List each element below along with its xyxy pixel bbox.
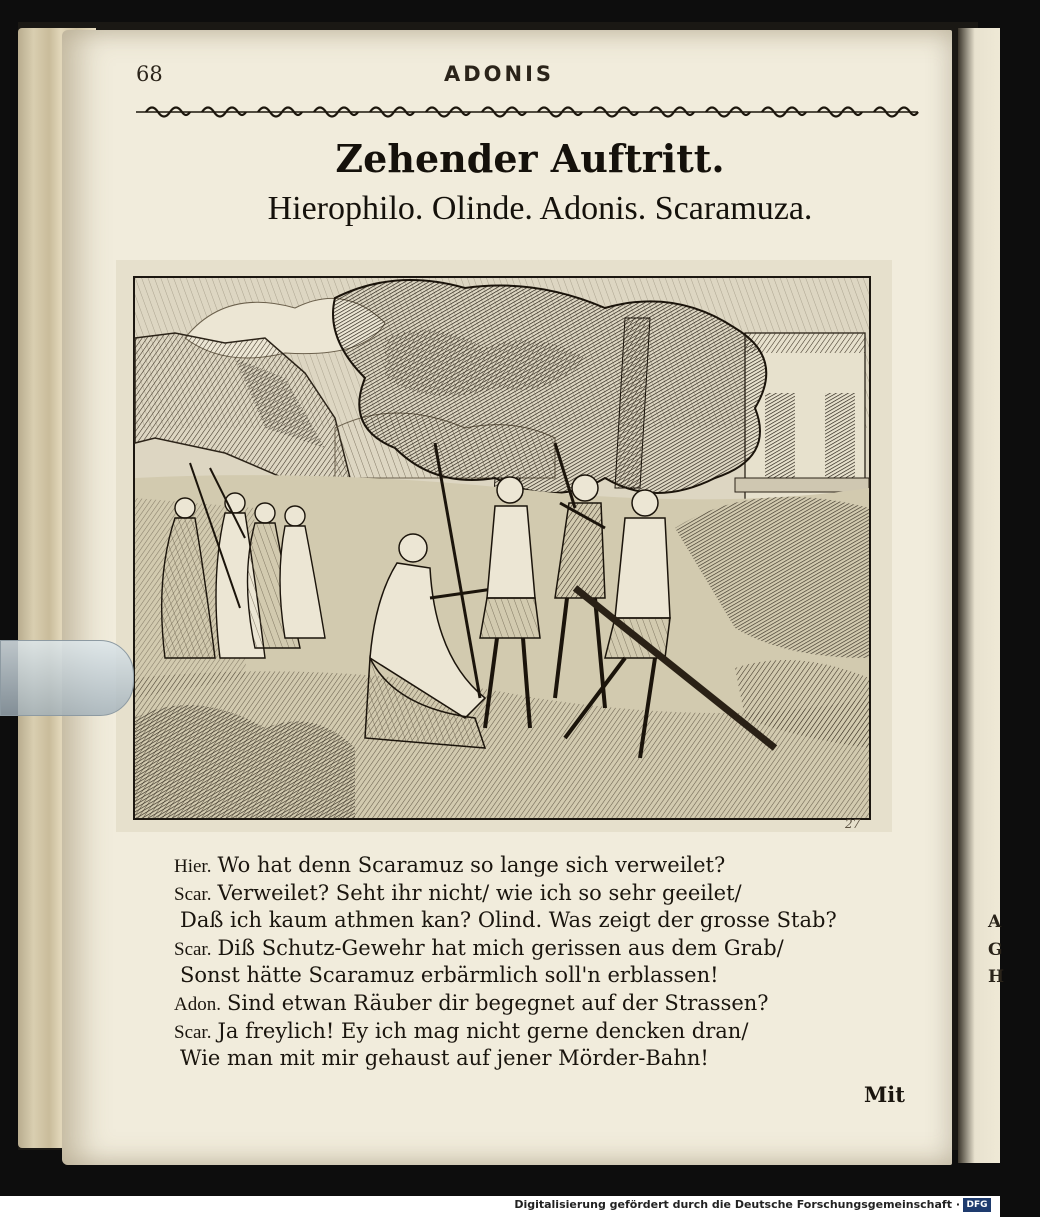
dialogue-line [174, 1018, 874, 1046]
page-number: 68 [136, 62, 163, 86]
dialogue-text: Diß Schutz-Gewehr hat mich gerissen aus dem Grab/ [217, 935, 784, 960]
facing-page-letter: H [988, 967, 1005, 987]
dfg-logo: DFG [963, 1198, 991, 1212]
dialogue-line [174, 935, 874, 963]
dialogue-text: Wie man mit mir gehaust auf jener Mörder-Bahn! [180, 1046, 709, 1071]
dialogue-line [174, 880, 874, 908]
dialogue-text: Daß ich kaum athmen kan? Olind. Was zeigt der grosse Stab? [180, 908, 837, 933]
transparent-page-clip [0, 640, 134, 716]
dialogue-line [174, 852, 874, 880]
speaker-label: Adon. [174, 993, 221, 1015]
facing-page-letter: G [988, 940, 1003, 960]
dialogue-line [174, 990, 874, 1018]
funding-note: Digitalisierung gefördert durch die Deutsche Forschungsgemeinschaft · [514, 1198, 960, 1211]
speaker-label: Scar. [174, 1021, 212, 1043]
engraving-scene [135, 278, 869, 818]
dialogue-line [174, 1045, 874, 1073]
dialogue-line [174, 962, 874, 990]
dialogue-block [174, 852, 874, 1073]
ornamental-rule [136, 102, 918, 122]
scene-heading: Zehender Auftritt. [335, 136, 725, 181]
speaker-label: Hier. [174, 856, 212, 877]
dialogue-text: Ja freylich! Ey ich mag nicht gerne dencken dran/ [217, 1018, 749, 1043]
plate-signature: 27 [845, 817, 861, 831]
dialogue-text: Sonst hätte Scaramuz erbärmlich soll'n erblassen! [180, 963, 719, 988]
facing-page-letter: A [988, 912, 1002, 932]
speaker-label: Scar. [174, 938, 212, 960]
engraving-illustration [133, 276, 871, 820]
speaker-label: Scar. [174, 883, 212, 905]
dialogue-text: Verweilet? Seht ihr nicht/ wie ich so sehr geeilet/ [217, 880, 742, 905]
running-title: ADONIS [444, 62, 555, 86]
funding-note-text: Digitalisierung gefördert durch die Deutsche Forschungsgemeinschaft [514, 1198, 952, 1211]
dialogue-text: Sind etwan Räuber dir begegnet auf der Strassen? [226, 990, 769, 1015]
characters-list: Hierophilo. Olinde. Adonis. Scaramuza. [267, 190, 813, 227]
catchword: Mit [864, 1082, 905, 1107]
dialogue-text: Wo hat denn Scaramuz so lange sich verweilet? [217, 853, 726, 877]
dialogue-line [174, 907, 874, 935]
